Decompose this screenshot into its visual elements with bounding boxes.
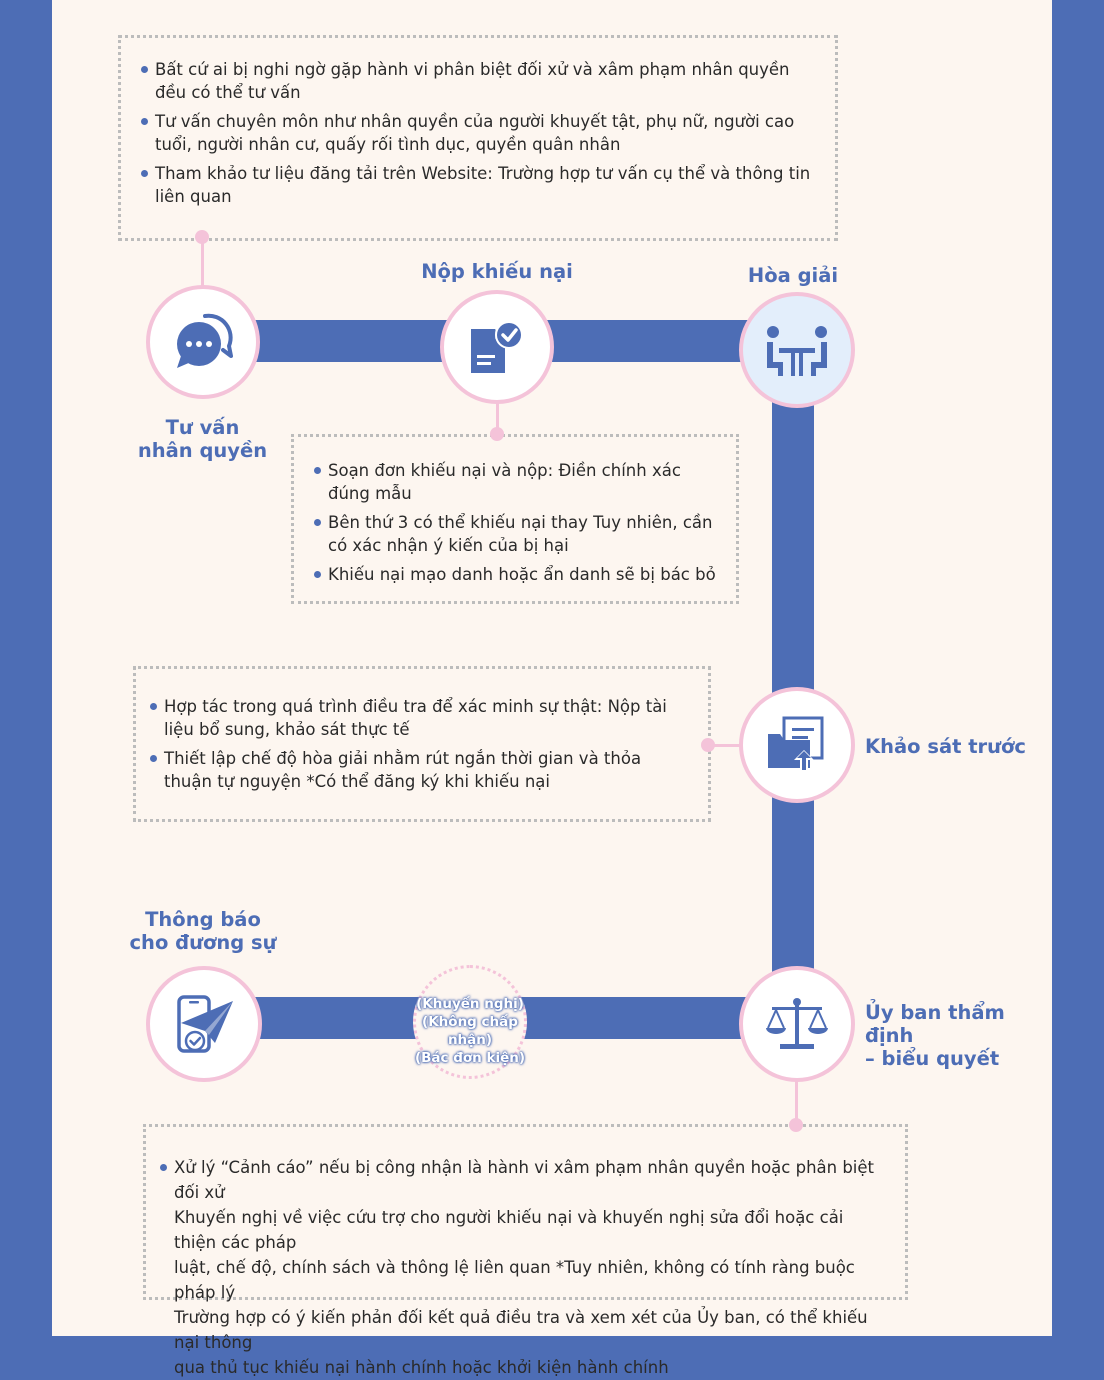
consult-info-box bbox=[118, 35, 838, 241]
document-check-icon bbox=[465, 317, 529, 377]
complaint-label: Nộp khiếu nại bbox=[421, 260, 573, 283]
consult-info-item: Bất cứ ai bị nghi ngờ gặp hành vi phân biệt đối xử và xâm phạm nhân quyền đều có thể tư vấn bbox=[139, 58, 815, 104]
survey-info-box bbox=[133, 666, 711, 822]
connector-dot bbox=[789, 1118, 803, 1132]
notify-label: Thông báo cho đương sự bbox=[129, 908, 277, 954]
outcome-labels bbox=[400, 995, 540, 1067]
survey-info-item: Thiết lập chế độ hòa giải nhằm rút ngắn thời gian và thỏa thuận tự nguyện *Có thể đăng ký khi khiếu nại bbox=[148, 747, 690, 793]
complaint-info-item: Bên thứ 3 có thể khiếu nại thay Tuy nhiên, cần có xác nhận ý kiến của bị hại bbox=[312, 511, 718, 557]
complaint-info-item: Soạn đơn khiếu nại và nộp: Điền chính xác đúng mẫu bbox=[312, 459, 718, 505]
phone-paper-plane-icon bbox=[171, 993, 237, 1055]
outcome-dismissal: (Bác đơn kiện) bbox=[414, 1050, 526, 1066]
consult-info-item: Tham khảo tư liệu đăng tải trên Website: Trường hợp tư vấn cụ thể và thông tin liên quan bbox=[139, 162, 815, 208]
complaint-info-item: Khiếu nại mạo danh hoặc ẩn danh sẽ bị bác bỏ bbox=[312, 563, 718, 586]
committee-node bbox=[739, 966, 855, 1082]
complaint-node bbox=[440, 290, 554, 404]
notify-node bbox=[146, 966, 262, 1082]
committee-info-box bbox=[143, 1124, 908, 1377]
committee-info-line: luật, chế độ, chính sách và thông lệ liên quan *Tuy nhiên, không có tính ràng buộc pháp lý bbox=[174, 1258, 855, 1302]
scales-icon bbox=[764, 994, 830, 1054]
committee-info-line: qua thủ tục khiếu nại hành chính hoặc khởi kiện hành chính bbox=[174, 1358, 669, 1377]
committee-label: Ủy ban thẩm định – biểu quyết bbox=[865, 1001, 1005, 1070]
outcome-recommendation: (Khuyến nghị) bbox=[416, 996, 524, 1012]
survey-label: Khảo sát trước bbox=[865, 735, 1026, 758]
committee-info-line: Trường hợp có ý kiến phản đối kết quả điều tra và xem xét của Ủy ban, có thể khiếu nại thông bbox=[174, 1308, 868, 1352]
consult-info-item: Tư vấn chuyên môn như nhân quyền của người khuyết tật, phụ nữ, người cao tuổi, người nhân cư, quấy rối tình dục, quyền quân nhân bbox=[139, 110, 815, 156]
survey-info-item: Hợp tác trong quá trình điều tra để xác minh sự thật: Nộp tài liệu bổ sung, khảo sát thực tế bbox=[148, 695, 690, 741]
committee-info-line: Xử lý “Cảnh cáo” nếu bị công nhận là hành vi xâm phạm nhân quyền hoặc phân biệt đối xử bbox=[174, 1158, 875, 1202]
committee-info-line: Khuyến nghị về việc cứu trợ cho người khiếu nại và khuyến nghị sửa đổi hoặc cải thiện các pháp bbox=[174, 1208, 844, 1252]
flow-bar-right bbox=[772, 340, 814, 1030]
meeting-table-icon bbox=[765, 320, 829, 380]
connector-dot bbox=[490, 427, 504, 441]
consult-node bbox=[146, 285, 260, 399]
outcome-rejection: (Không chấp nhận) bbox=[422, 1014, 518, 1048]
chat-bubbles-icon bbox=[171, 312, 235, 372]
connector-line bbox=[712, 744, 742, 747]
connector-line bbox=[496, 400, 499, 430]
mediation-node bbox=[739, 292, 855, 408]
mediation-label: Hòa giải bbox=[747, 264, 839, 287]
complaint-info-box bbox=[291, 434, 739, 604]
survey-node bbox=[739, 687, 855, 803]
consult-label: Tư vấn nhân quyền bbox=[137, 416, 268, 462]
connector-line bbox=[795, 1080, 798, 1120]
folder-upload-icon bbox=[764, 714, 830, 776]
